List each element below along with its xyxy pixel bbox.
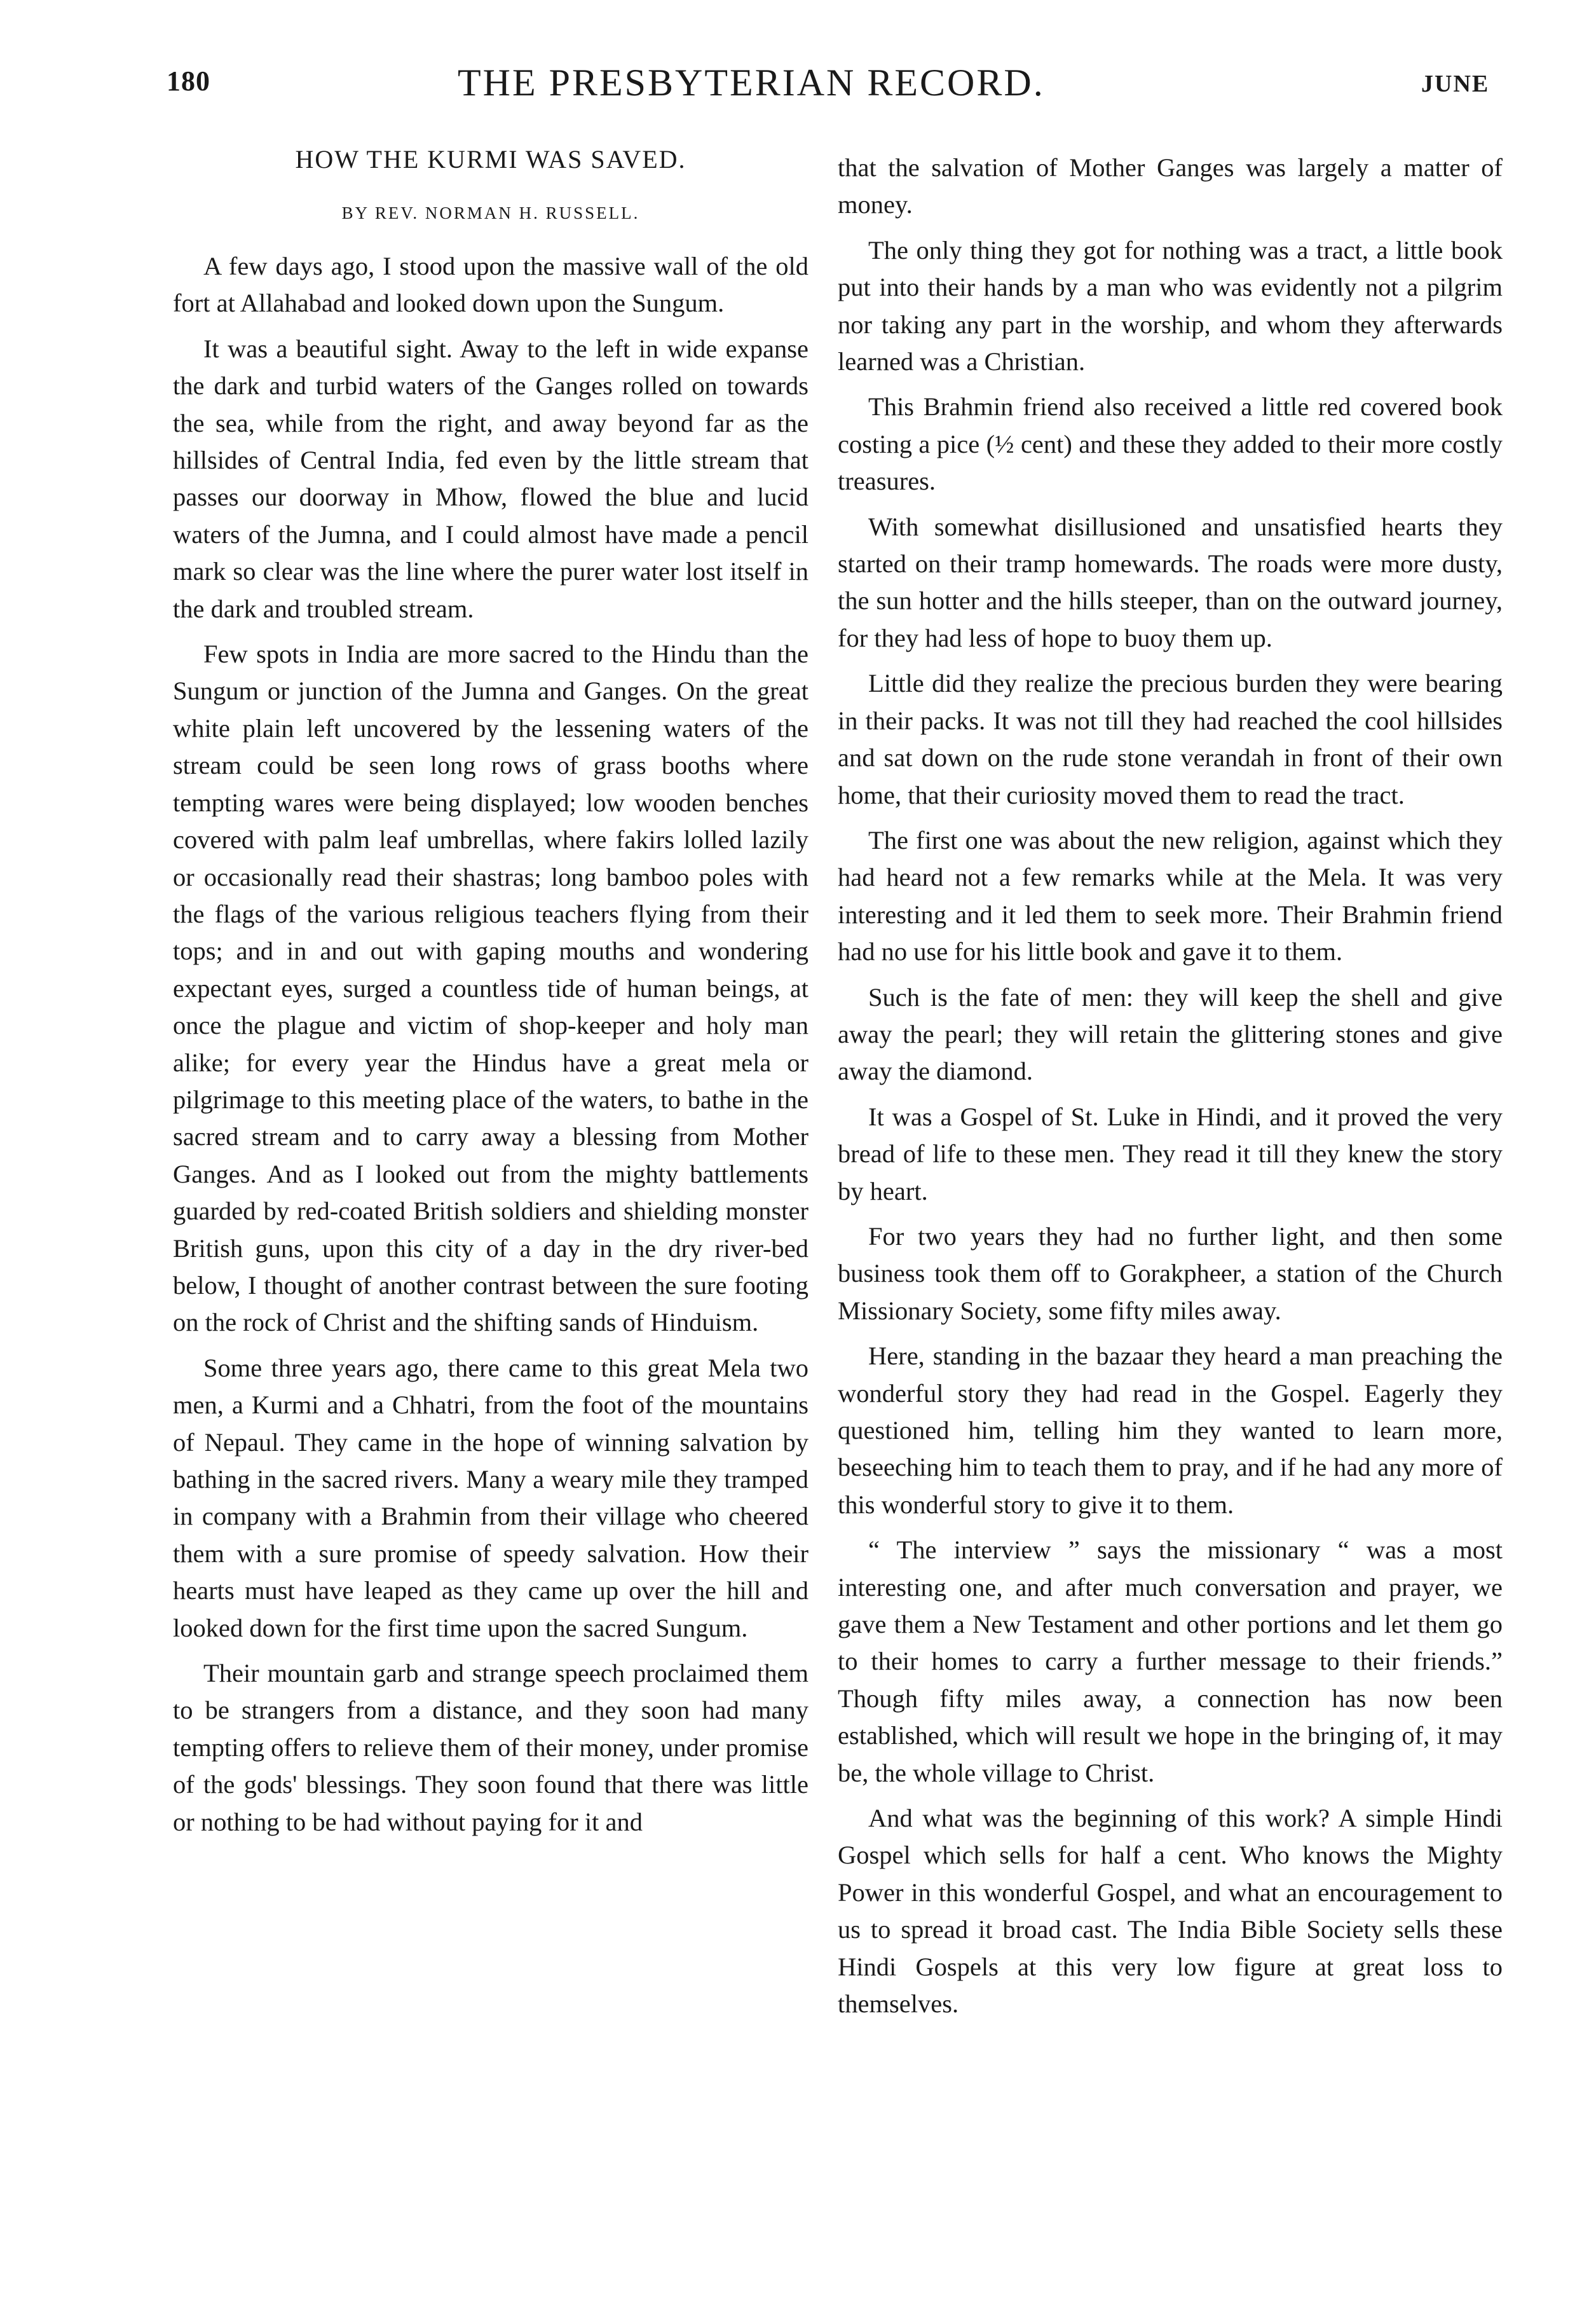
- paragraph: Little did they realize the precious burden they were bearing in their packs. It was not till they had reached the cool hillsides and sat down on the rude stone verandah in front of their own home, that their curiosity moved them to read the tract.: [838, 669, 1503, 809]
- paragraph: It was a Gospel of St. Luke in Hindi, and it proved the very bread of life to these men. They read it till they knew the story by heart.: [838, 1102, 1503, 1205]
- article-title: HOW THE KURMI WAS SAVED.: [295, 145, 686, 174]
- page-number: 180: [167, 65, 210, 97]
- paragraph: And what was the beginning of this work? A simple Hindi Gospel which sells for half a cent. Who knows the Mighty Power in this wonderful Gospel, and what an encouragement to us to spread it broad cast. The India Bible Society sells these Hindi Gospels at this very low figure at great loss to themselves.: [838, 1804, 1503, 2019]
- paragraph: “ The interview ” says the missionary “ was a most interesting one, and after much conversation and prayer, we gave them a New Testament and other portions and let them go to their homes to carry a further message to their friends.” Though fifty miles away, a connection has now been established, which will result we hope in the bringing of, it may be, the whole village to Christ.: [838, 1535, 1503, 1787]
- paragraph: that the salvation of Mother Ganges was largely a matter of money.: [838, 153, 1503, 219]
- left-column: [173, 134, 808, 1849]
- issue-month: JUNE: [1421, 71, 1490, 97]
- paragraph: It was a beautiful sight. Away to the left in wide expanse the dark and turbid waters of the Ganges rolled on towards the sea, while from the right, and away beyond far as the hillsides of Central India, fed even by the little stream that passes our doorway in Mhow, flowed the blue and lucid waters of the Jumna, and I could almost have made a pencil mark so clear was the line where the purer water lost itself in the dark and troubled stream.: [173, 334, 808, 623]
- paragraph: Such is the fate of men: they will keep the shell and give away the pearl; they will retain the glittering stones and give away the diamond.: [838, 982, 1503, 1086]
- paragraph: This Brahmin friend also received a little red covered book costing a pice (½ cent) and these they added to their more costly treasures.: [838, 392, 1503, 496]
- paragraph: Here, standing in the bazaar they heard a man preaching the wonderful story they had read in the Gospel. Eagerly they questioned him, telling him they wanted to learn more, beseeching him to teach them to pray, and if he had any more of this wonderful story to give it to them.: [838, 1342, 1503, 1519]
- paragraph: Some three years ago, there came to this great Mela two men, a Kurmi and a Chhatri, from the foot of the mountains of Nepaul. They came in the hope of winning salvation by bathing in the sacred rivers. Many a weary mile they tramped in company with a Brahmin from their village who cheered them with a sure promise of speedy salvation. How their hearts must have leaped as they came up over the hill and looked down for the first time upon the sacred Sungum.: [173, 1353, 808, 1642]
- paragraph: With somewhat disillusioned and unsatisfied hearts they started on their tramp homewards. The roads were more dusty, the sun hotter and the hills steeper, than on the outward journey, for they had less of hope to buoy them up.: [838, 512, 1503, 652]
- paragraph: A few days ago, I stood upon the massive wall of the old fort at Allahabad and looked down upon the Sungum.: [173, 252, 808, 318]
- paragraph: Few spots in India are more sacred to the Hindu than the Sungum or junction of the Jumna and Ganges. On the great white plain left uncovered by the lessening waters of the stream could be seen long rows of grass booths where tempting wares were being displayed; low wooden benches covered with palm leaf umbrellas, where fakirs lolled lazily or occasionally read their shastras; long bamboo poles with the flags of the various religious teachers flying from their tops; and in and out with gaping mouths and wondering expectant eyes, surged a countless tide of human beings, at once the plague and victim of shop-keeper and holy man alike; for every year the Hindus have a great mela or pilgrimage to this meeting place of the waters, to bathe in the sacred stream and to carry away a blessing from Mother Ganges. And as I looked out from the mighty battlements guarded by red-coated British soldiers and shielding monster British guns, upon this city of a day in the dry river-bed below, I thought of another contrast between the sure footing on the rock of Christ and the shifting sands of Hinduism.: [173, 640, 808, 1337]
- paragraph: Their mountain garb and strange speech proclaimed them to be strangers from a distance, and they soon had many tempting offers to relieve them of their money, under promise of the gods' blessings. They soon found that there was little or nothing to be had without paying for it and: [173, 1659, 808, 1836]
- running-head: [0, 62, 1596, 122]
- right-column: [838, 149, 1503, 2031]
- journal-title: THE PRESBYTERIAN RECORD.: [458, 62, 1045, 104]
- paragraph: For two years they had no further light, and then some business took them off to Gorakpheer, a station of the Church Missionary Society, some fifty miles away.: [838, 1221, 1503, 1325]
- paragraph: The first one was about the new religion, against which they had heard not a few remarks while at the Mela. It was very interesting and it led them to seek more. Their Brahmin friend had no use for his little book and gave it to them.: [838, 825, 1503, 966]
- paragraph: The only thing they got for nothing was a tract, a little book put into their hands by a man who was evidently not a pilgrim nor taking any part in the worship, and whom they afterwards learned was a Christian.: [838, 235, 1503, 376]
- article-byline: BY REV. NORMAN H. RUSSELL.: [341, 203, 640, 223]
